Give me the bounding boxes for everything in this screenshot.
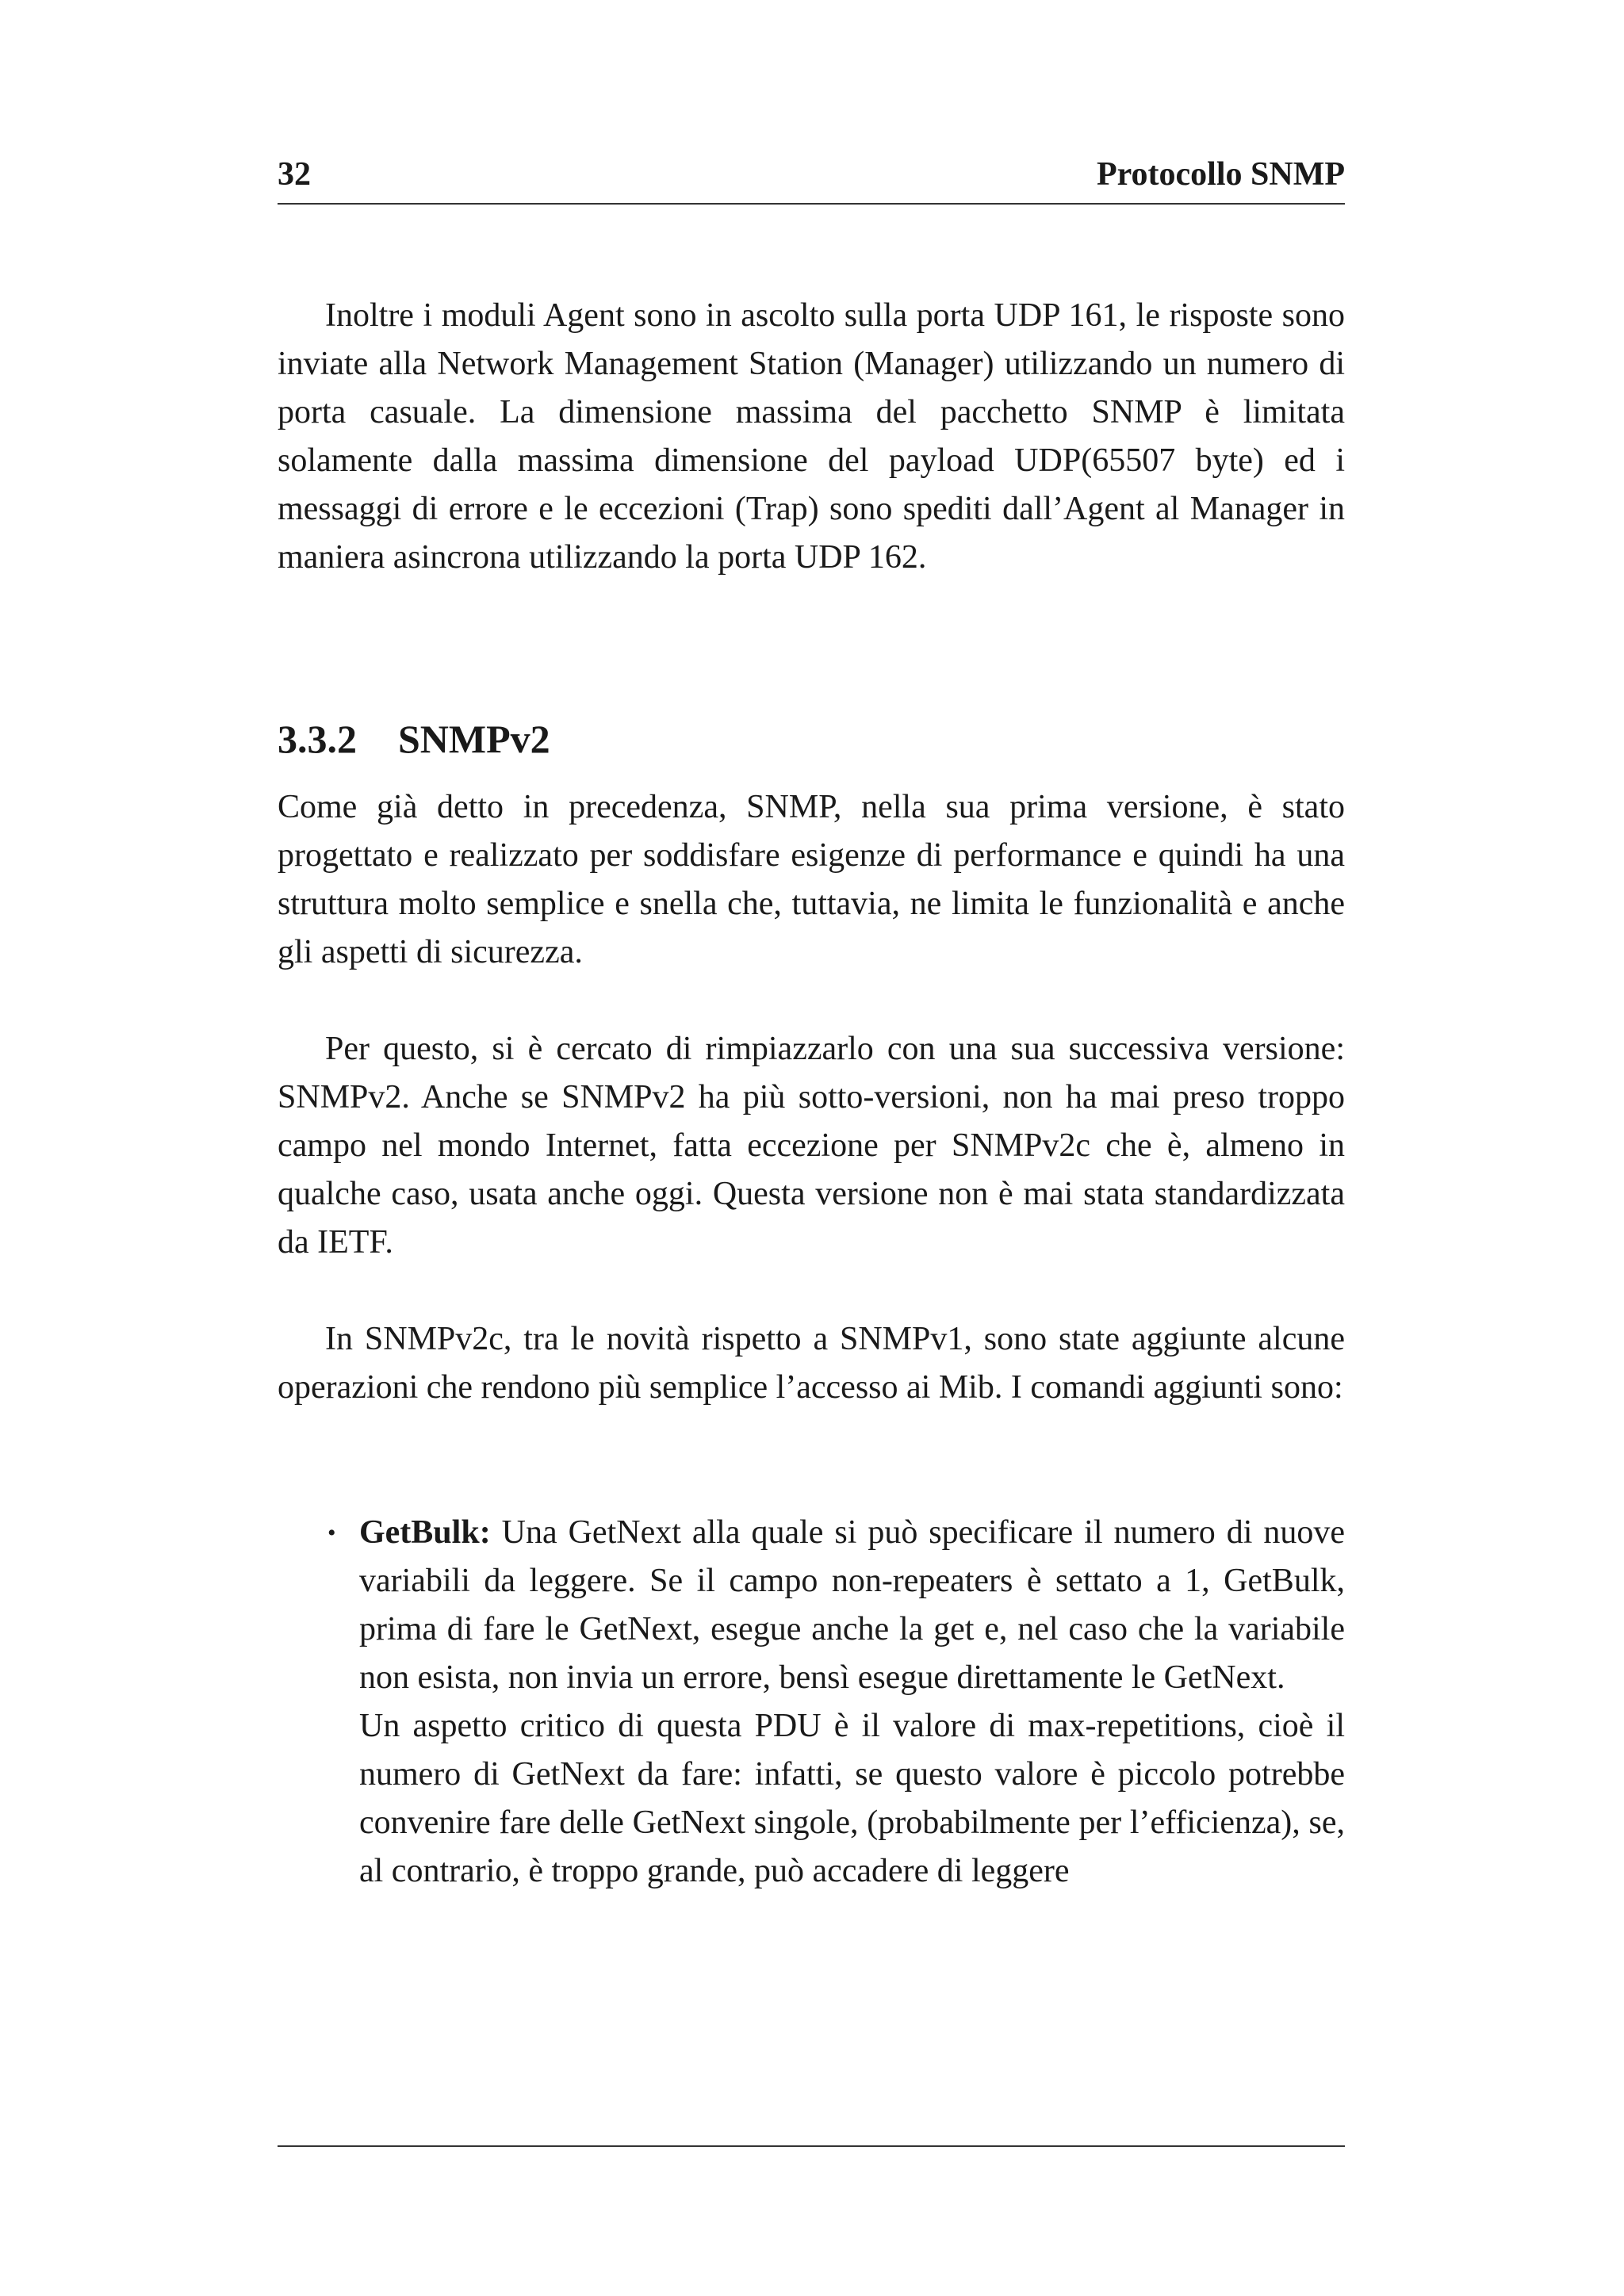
page-number: 32	[278, 156, 311, 193]
paragraph-intro: Inoltre i moduli Agent sono in ascolto sulla porta UDP 161, le risposte sono inviate alla Network Management Station (Manager) utilizzando un numero di porta casuale. La dimensione massima del pacchetto SNMP è limitata solamente dalla massima dimensione del payload UDP(65507 byte) ed i messaggi di errore e le eccezioni (Trap) sono spediti dall’Agent al Manager in maniera asincrona utilizzando la porta UDP 162.	[278, 297, 1345, 576]
paragraph: In SNMPv2c, tra le novità rispetto a SNMPv1, sono state aggiunte alcune operazioni che rendono più semplice l’accesso ai Mib. I comandi aggiunti sono:	[278, 1321, 1345, 1406]
list-item-term: GetBulk:	[359, 1514, 491, 1551]
body-text	[278, 292, 1345, 1896]
chapter-title: Protocollo SNMP	[1097, 156, 1345, 193]
section-heading	[278, 714, 1345, 764]
command-list	[278, 1509, 1345, 1896]
bullet-icon: •	[327, 1520, 336, 1546]
list-item-text: Una GetNext alla quale si può specificare il numero di nuove variabili da leggere. Se il campo non-repeaters è settato a 1, GetBulk, prima di fare le GetNext, esegue anche la get e, nel caso che la variabile non esista, non invia un errore, bensì esegue direttamente le GetNext.	[359, 1514, 1345, 1696]
paragraph: Come già detto in precedenza, SNMP, nella sua prima versione, è stato progettato e realizzato per soddisfare esigenze di performance e quindi ha una struttura molto semplice e snella che, tuttavia, ne limita le funzionalità e anche gli aspetti di sicurezza.	[278, 789, 1345, 970]
list-item-continuation: Un aspetto critico di questa PDU è il valore di max-repetitions, cioè il numero di GetNext da fare: infatti, se questo valore è piccolo potrebbe convenire fare delle GetNext singole, (probabilmente per l’efficienza), se, al contrario, è troppo grande, può accadere di leggere	[359, 1708, 1345, 1889]
paragraph: Per questo, si è cercato di rimpiazzarlo con una sua successiva versione: SNMPv2. Anche se SNMPv2 ha più sotto-versioni, non ha mai preso troppo campo nel mondo Internet, fatta eccezione per SNMPv2c che è, almeno in qualche caso, usata anche oggi. Questa versione non è mai stata standardizzata da IETF.	[278, 1031, 1345, 1261]
list-item	[327, 1509, 1345, 1896]
running-header	[278, 155, 1345, 205]
footer-rule	[278, 2145, 1345, 2147]
section-title: SNMPv2	[398, 717, 550, 761]
section-number: 3.3.2	[278, 717, 357, 761]
document-page	[278, 0, 1345, 2296]
